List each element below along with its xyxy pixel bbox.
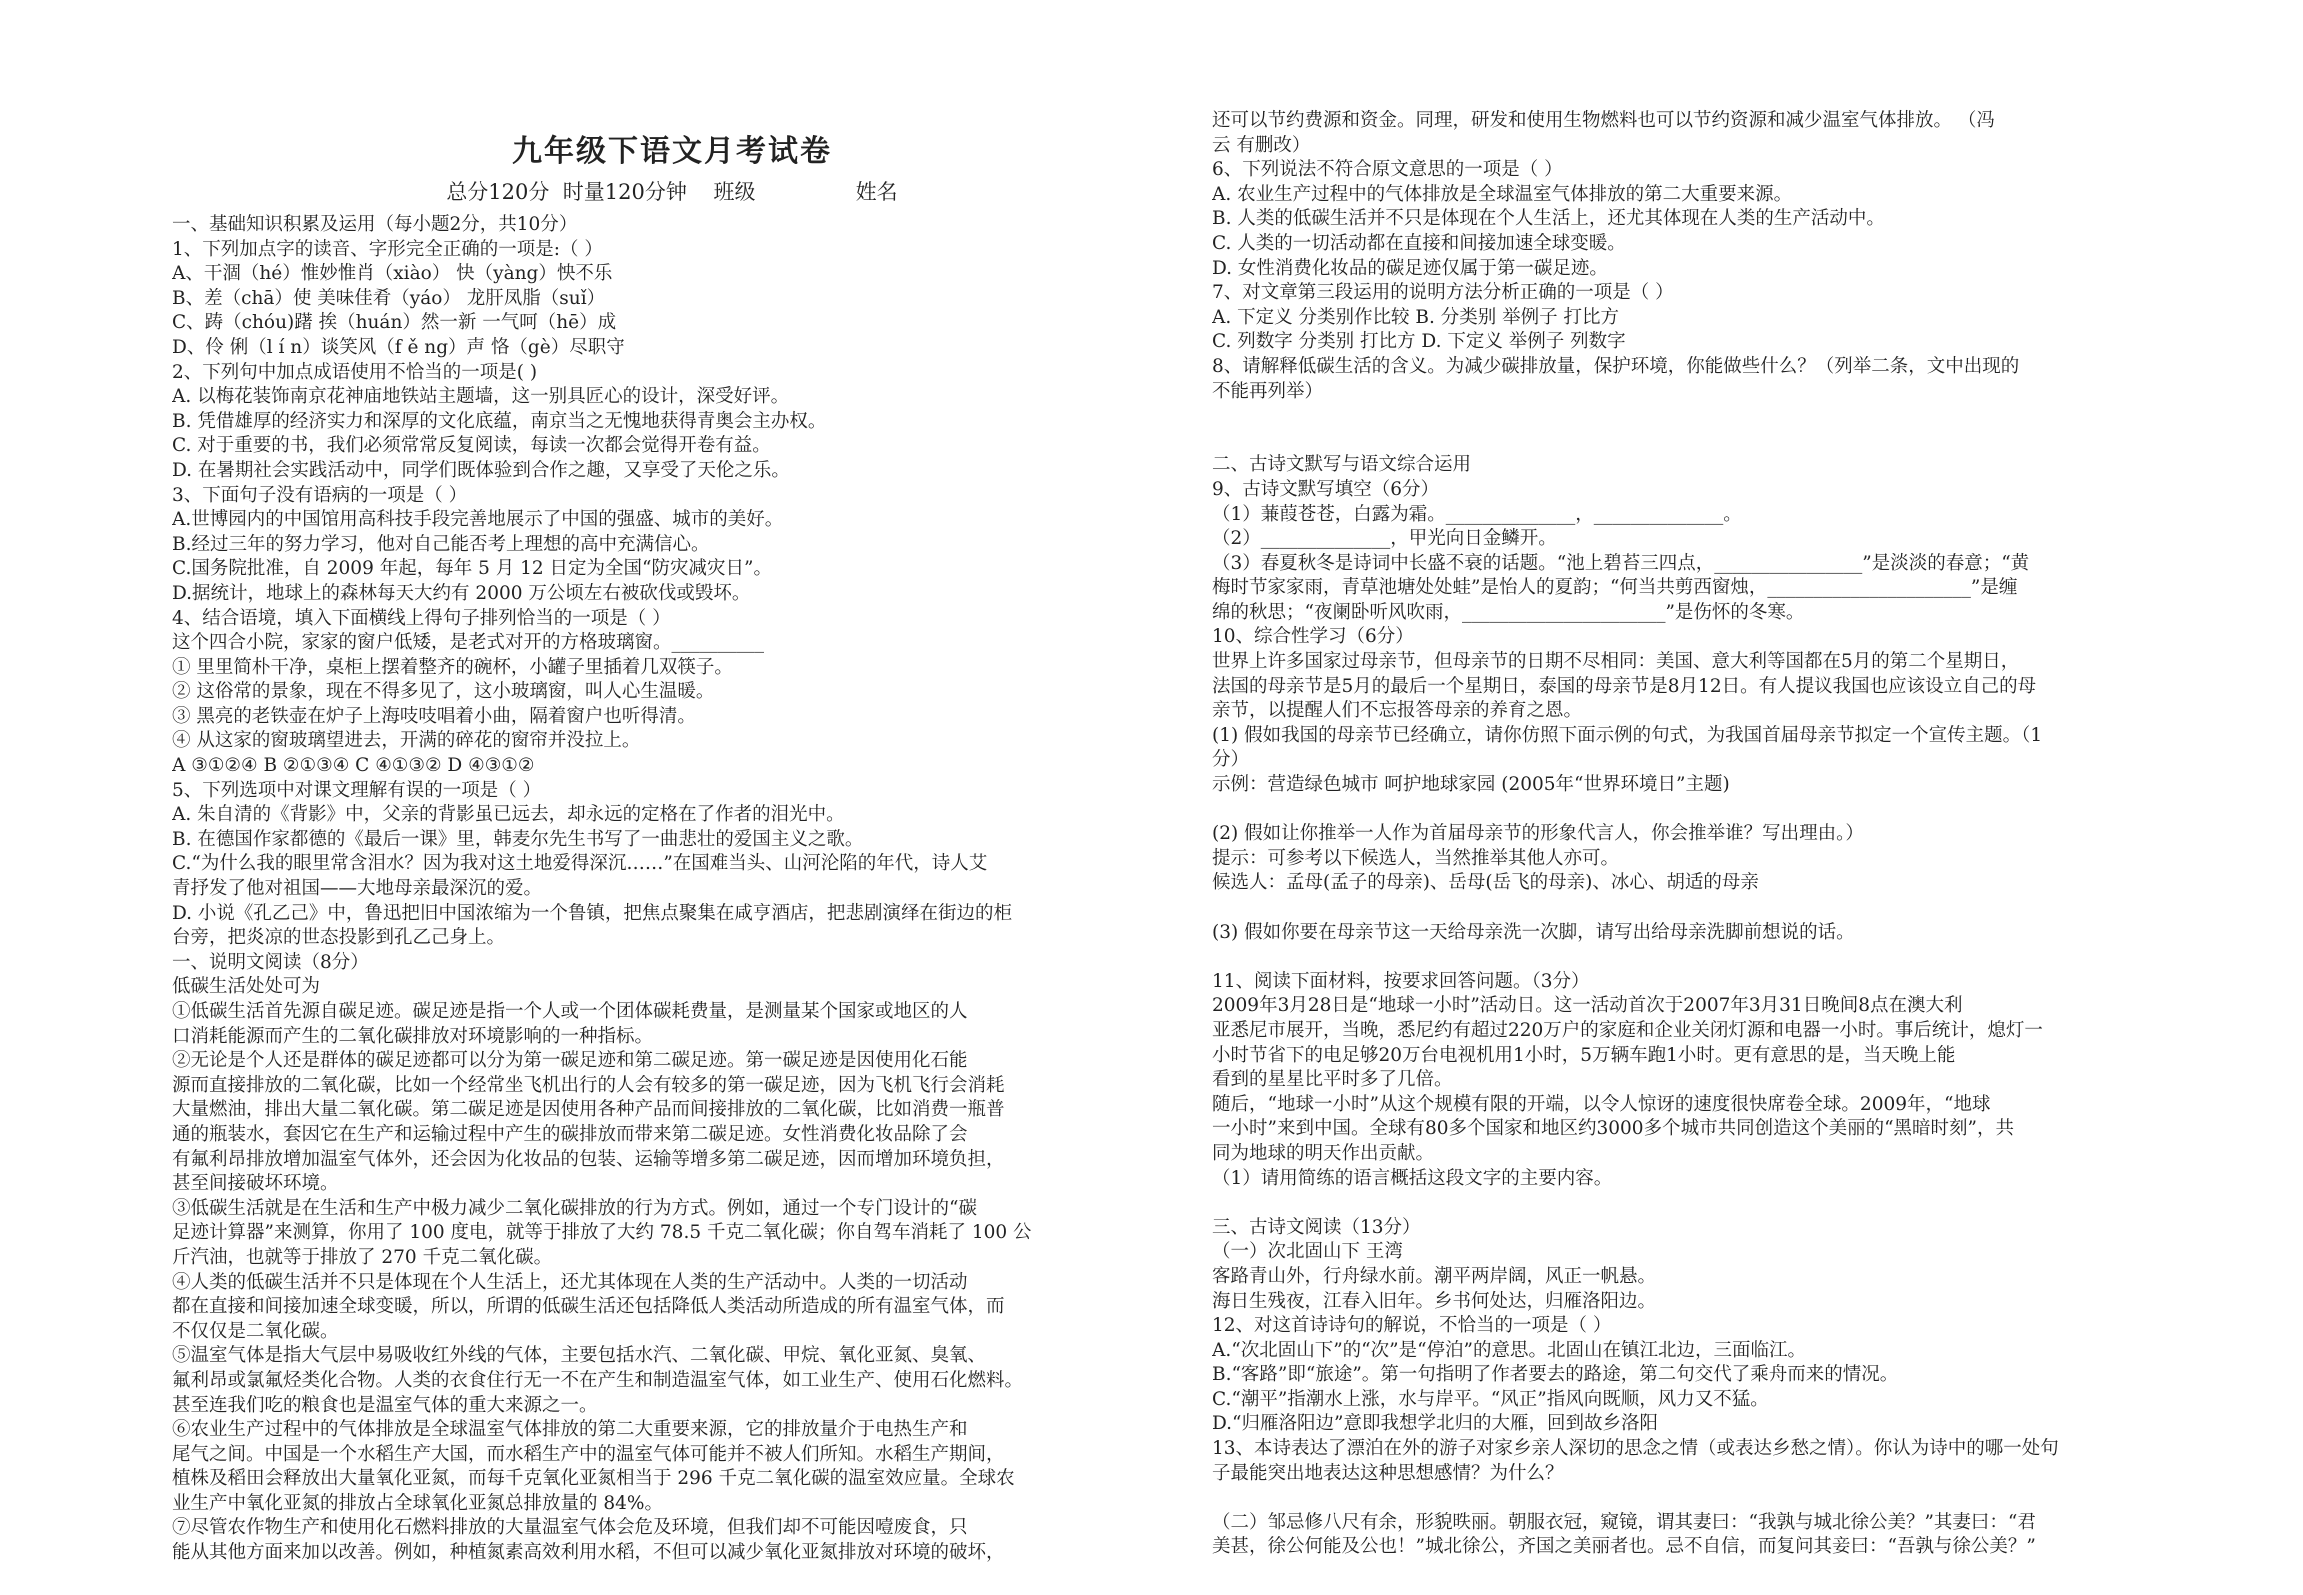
text-line: （一）次北固山下 王湾: [1212, 1241, 1403, 1263]
text-line: 大量燃油，排出大量二氧化碳。第二碳足迹是因使用各种产品而间接排放的二氧化碳，比如消费一瓶普: [172, 1099, 1005, 1121]
text-line: [1212, 1191, 2212, 1216]
left-column: [172, 213, 1172, 1566]
text-line: D. 小说《孔乙己》中，鲁迅把旧中国浓缩为一个鲁镇，把焦点聚集在咸亨酒店，把悲剧演绎在街边的柜: [172, 902, 1012, 924]
text-line: 通的瓶装水，套因它在生产和运输过程中产生的碳排放而带来第二碳足迹。女性消费化妆品除了会: [172, 1123, 968, 1145]
text-line: C.“潮平”指潮水上涨，水与岸平。“风正”指风向既顺，风力又不猛。: [1212, 1388, 1769, 1410]
text-line: C. 对于重要的书，我们必须常常反复阅读，每读一次都会觉得开卷有益。: [172, 435, 771, 457]
text-line: 一小时”来到中国。全球有80多个国家和地区约3000多个城市共同创造这个美丽的“黑暗时刻”，共: [1212, 1118, 2014, 1140]
text-line: 亚悉尼市展开，当晚，悉尼约有超过220万户的家庭和企业关闭灯源和电器一小时。事后统计，熄灯一: [1212, 1019, 2043, 1041]
text-line: 甚至连我们吃的粮食也是温室气体的重大来源之一。: [172, 1394, 598, 1416]
text-line: ④人类的低碳生活并不只是体现在个人生活上，还尤其体现在人类的生产活动中。人类的一切活动: [172, 1271, 968, 1293]
text-line: 氟利昂或氯氟烃类化合物。人类的衣食住行无一不在产生和制造温室气体，如工业生产、使用石化燃料。: [172, 1369, 1024, 1391]
text-line: 2009年3月28日是“地球一小时”活动日。这一活动首次于2007年3月31日晚间8点在澳大利: [1212, 995, 1963, 1017]
text-line: B.经过三年的努力学习，他对自己能否考上理想的高中充满信心。: [172, 533, 710, 555]
text-line: A. 以梅花装饰南京花神庙地铁站主题墙，这一别具匠心的设计，深受好评。: [172, 386, 790, 408]
text-line: 有氟利昂排放增加温室气体外，还会因为化妆品的包装、运输等增多第二碳足迹，因而增加环境负担，: [172, 1148, 1005, 1170]
text-line: 8、请解释低碳生活的含义。为减少碳排放量，保护环境，你能做些什么？（列举二条，文中出现的: [1212, 355, 2020, 377]
text-line: （1）蒹葭苍苍，白露为霜。______________，______________。: [1212, 503, 1742, 525]
text-line: 亲节，以提醒人们不忘报答母亲的养育之恩。: [1212, 700, 1583, 722]
text-line: 子最能突出地表达这种思想感情？为什么？: [1212, 1462, 1564, 1484]
text-line: 10、综合性学习（6分）: [1212, 626, 1414, 648]
text-line: ⑤温室气体是指大气层中易吸收红外线的气体，主要包括水汽、二氧化碳、甲烷、氧化亚氮、臭氧、: [172, 1345, 987, 1367]
text-line: 3、下面句子没有语病的一项是（ ）: [172, 484, 468, 506]
text-line: 示例：营造绿色城市 呵护地球家园 (2005年“世界环境日”主题): [1212, 774, 1730, 796]
text-line: （二）邹忌修八尺有余，形貌昳丽。朝服衣冠，窥镜，谓其妻曰：“我孰与城北徐公美？”其妻曰：“君: [1212, 1511, 2036, 1533]
text-line: (2) 假如让你推举一人作为首届母亲节的形象代言人，你会推举谁？写出理由。）: [1212, 823, 1864, 845]
text-line: 二、古诗文默写与语文综合运用: [1212, 454, 1472, 476]
text-line: 口消耗能源而产生的二氧化碳排放对环境影响的一种指标。: [172, 1025, 654, 1047]
text-line: 梅时节家家雨，青草池塘处处蛙”是怡人的夏韵；“何当共剪西窗烛，______________________”是缠: [1212, 577, 2018, 599]
text-line: 海日生残夜，江春入旧年。乡书何处达，归雁洛阳边。: [1212, 1290, 1657, 1312]
text-line: ⑦尽管农作物生产和使用化石燃料排放的大量温室气体会危及环境，但我们却不可能因噎废食，只: [172, 1517, 968, 1539]
text-line: ② 这俗常的景象，现在不得多见了，这小玻璃窗，叫人心生温暖。: [172, 681, 715, 703]
text-line: 6、下列说法不符合原文意思的一项是（ ）: [1212, 159, 1563, 181]
text-line: C、踌（chóu)躇 挨（huán）然一新 一气呵（hē）成: [172, 312, 617, 334]
text-line: [1212, 798, 2212, 823]
text-line: C.“为什么我的眼里常含泪水？因为我对这土地爱得深沉……”在国难当头、山河沦陷的年代，诗人艾: [172, 853, 988, 875]
text-line: 业生产中氧化亚氮的排放占全球氧化亚氮总排放量的 84%。: [172, 1492, 664, 1514]
text-line: (3) 假如你要在母亲节这一天给母亲洗一次脚，请写出给母亲洗脚前想说的话。: [1212, 921, 1855, 943]
text-line: [1212, 429, 2212, 454]
text-line: 1、下列加点字的读音、字形完全正确的一项是:（ ）: [172, 238, 603, 260]
text-line: [1212, 945, 2212, 970]
text-line: 三、古诗文阅读（13分）: [1212, 1216, 1421, 1238]
text-line: A. 下定义 分类别作比较 B. 分类别 举例子 打比方: [1212, 306, 1620, 328]
text-line: 2、下列句中加点成语使用不恰当的一项是( ): [172, 361, 538, 383]
text-line: 9、古诗文默写填空（6分）: [1212, 478, 1440, 500]
text-line: D. 女性消费化妆品的碳足迹仅属于第一碳足迹。: [1212, 257, 1608, 279]
text-line: (1) 假如我国的母亲节已经确立，请你仿照下面示例的句式，为我国首届母亲节拟定一个宣传主题。（1: [1212, 724, 2043, 746]
text-line: 一、基础知识积累及运用（每小题2分，共10分）: [172, 214, 578, 235]
text-line: ① 里里简朴干净，桌柜上摆着整齐的碗杯，小罐子里插着几双筷子。: [172, 656, 733, 678]
text-line: [1212, 404, 2212, 429]
text-line: 7、对文章第三段运用的说明方法分析正确的一项是（ ）: [1212, 282, 1674, 304]
text-line: A. 朱自清的《背影》中，父亲的背影虽已远去，却永远的定格在了作者的泪光中。: [172, 804, 845, 826]
text-line: B. 凭借雄厚的经济实力和深厚的文化底蕴，南京当之无愧地获得青奥会主办权。: [172, 410, 827, 432]
text-line: 提示：可参考以下候选人，当然推举其他人亦可。: [1212, 847, 1620, 869]
text-line: 源而直接排放的二氧化碳，比如一个经常坐飞机出行的人会有较多的第一碳足迹，因为飞机飞行会消耗: [172, 1074, 1005, 1096]
text-line: ④ 从这家的窗玻璃望进去，开满的碎花的窗帘并没拉上。: [172, 730, 641, 752]
text-line: A.“次北固山下”的“次”是“停泊”的意思。北固山在镇江北边，三面临江。: [1212, 1339, 1806, 1361]
text-line: B. 在德国作家都德的《最后一课》里，韩麦尔先生书写了一曲悲壮的爱国主义之歌。: [172, 828, 864, 850]
page-subtitle: 总分120分 时量120分钟 班级 姓名: [446, 180, 898, 204]
text-line: A. 农业生产过程中的气体排放是全球温室气体排放的第二大重要来源。: [1212, 183, 1793, 205]
text-line: 台旁，把炎凉的世态投影到孔乙己身上。: [172, 927, 506, 949]
text-line: D、伶 俐（l í n）谈笑风（f ě ng）声 恪（gè）尽职守: [172, 336, 625, 358]
text-line: ①低碳生活首先源自碳足迹。碳足迹是指一个人或一个团体碳耗费量，是测量某个国家或地区的人: [172, 1001, 968, 1022]
text-line: D.“归雁洛阳边”意即我想学北归的大雁，回到故乡洛阳: [1212, 1413, 1658, 1435]
text-line: ③低碳生活就是在生活和生产中极力减少二氧化碳排放的行为方式。例如，通过一个专门设计的“碳: [172, 1197, 977, 1219]
text-line: 青抒发了他对祖国——大地母亲最深沉的爱。: [172, 878, 543, 900]
text-line: A.世博园内的中国馆用高科技手段完善地展示了中国的强盛、城市的美好。: [172, 509, 784, 531]
text-line: C. 列数字 分类别 打比方 D. 下定义 举例子 列数字: [1212, 331, 1626, 353]
text-line: 候选人：孟母(孟子的母亲)、岳母(岳飞的母亲)、冰心、胡适的母亲: [1212, 872, 1759, 894]
text-line: 低碳生活处处可为: [172, 976, 321, 998]
text-line: A、干涸（hé）惟妙惟肖（xiào） 快（yàng）怏不乐: [172, 263, 613, 285]
text-line: 斤汽油，也就等于排放了 270 千克二氧化碳。: [172, 1246, 553, 1268]
text-line: 看到的星星比平时多了几倍。: [1212, 1069, 1453, 1091]
text-line: D. 在暑期社会实践活动中，同学们既体验到合作之趣，又享受了天伦之乐。: [172, 459, 790, 481]
text-line: 4、结合语境，填入下面横线上得句子排列恰当的一项是（ ）: [172, 607, 671, 629]
text-line: 美甚，徐公何能及公也！”城北徐公，齐国之美丽者也。忌不自信，而复问其妾曰：“吾孰与徐公美？”: [1212, 1536, 2036, 1558]
text-line: 足迹计算器”来测算，你用了 100 度电，就等于排放了大约 78.5 千克二氧化碳；你自驾车消耗了 100 公: [172, 1222, 1032, 1244]
text-line: D.据统计，地球上的森林每天大约有 2000 万公顷左右被砍伐或毁坏。: [172, 582, 751, 604]
text-line: 客路青山外，行舟绿水前。潮平两岸阔，风正一帆悬。: [1212, 1265, 1657, 1287]
text-line: 这个四合小院，家家的窗户低矮，是老式对开的方格玻璃窗。__________: [172, 632, 765, 654]
text-line: 11、阅读下面材料，按要求回答问题。（3分）: [1212, 970, 1590, 992]
page-title: 九年级下语文月考试卷: [512, 134, 832, 169]
text-line: 小时节省下的电足够20万台电视机用1小时，5万辆车跑1小时。更有意思的是，当天晚上能: [1212, 1044, 1956, 1066]
text-line: 尾气之间。中国是一个水稻生产大国，而水稻生产中的温室气体可能并不被人们所知。水稻生产期间，: [172, 1443, 1005, 1465]
text-line: 不能再列举）: [1212, 380, 1324, 402]
text-line: 云 有删改）: [1212, 134, 1311, 156]
text-line: 能从其他方面来加以改善。例如，种植氮素高效利用水稻，不但可以减少氧化亚氮排放对环境的破坏，: [172, 1542, 1005, 1564]
text-line: 一、说明文阅读（8分）: [172, 951, 369, 973]
text-line: B. 人类的低碳生活并不只是体现在个人生活上，还尤其体现在人类的生产活动中。: [1212, 208, 1885, 230]
text-line: 法国的母亲节是5月的最后一个星期日，泰国的母亲节是8月12日。有人提议我国也应该设立自己的母: [1212, 675, 2037, 697]
text-line: B、差（chā）使 美味佳肴（yáo） 龙肝凤脂（suǐ）: [172, 287, 606, 309]
text-line: 绵的秋思；“夜阑卧听风吹雨，______________________”是伤怀的冬寒。: [1212, 601, 1805, 623]
text-line: 12、对这首诗诗句的解说，不恰当的一项是（ ）: [1212, 1315, 1612, 1337]
text-line: [1212, 896, 2212, 921]
text-line: 同为地球的明天作出贡献。: [1212, 1142, 1435, 1164]
text-line: 都在直接和间接加速全球变暖，所以，所谓的低碳生活还包括降低人类活动所造成的所有温室气体，而: [172, 1296, 1005, 1318]
text-line: C. 人类的一切活动都在直接和间接加速全球变暖。: [1212, 232, 1626, 254]
text-line: 5、下列选项中对课文理解有误的一项是（ ）: [172, 779, 542, 801]
text-line: 还可以节约费源和资金。同理，研发和使用生物燃料也可以节约资源和减少温室气体排放。 （冯: [1212, 110, 1995, 131]
text-line: 13、本诗表达了漂泊在外的游子对家乡亲人深切的思念之情（或表达乡愁之情）。你认为诗中的哪一处句: [1212, 1438, 2059, 1460]
text-line: 世界上许多国家过母亲节，但母亲节的日期不尽相同：美国、意大利等国都在5月的第二个星期日，: [1212, 651, 2020, 673]
text-line: ③ 黑亮的老铁壶在炉子上海吱吱唱着小曲，隔着窗户也听得清。: [172, 705, 696, 727]
text-line: C.国务院批准，自 2009 年起，每年 5 月 12 日定为全国“防灾减灾日”。: [172, 558, 772, 580]
text-line: 不仅仅是二氧化碳。: [172, 1320, 339, 1342]
text-line: ⑥农业生产过程中的气体排放是全球温室气体排放的第二大重要来源，它的排放量介于电热生产和: [172, 1419, 968, 1441]
text-line: 植株及稻田会释放出大量氧化亚氮，而每千克氧化亚氮相当于 296 千克二氧化碳的温室效应量。全球农: [172, 1468, 1015, 1490]
text-line: [1212, 1486, 2212, 1511]
text-line: （3）春夏秋冬是诗词中长盛不衰的话题。“池上碧苔三四点，________________”是淡淡的春意；“黄: [1212, 552, 2030, 574]
text-line: （1）请用简练的语言概括这段文字的主要内容。: [1212, 1167, 1613, 1189]
text-line: A ③①②④ B ②①③④ C ④①③② D ④③①②: [172, 755, 535, 777]
text-line: 随后，“地球一小时”从这个规模有限的开端，以令人惊讶的速度很快席卷全球。2009年，“地球: [1212, 1093, 1991, 1115]
text-line: B.“客路”即“旅途”。第一句指明了作者要去的路途，第二句交代了乘舟而来的情况。: [1212, 1364, 1899, 1386]
right-column: [1212, 109, 2212, 1560]
text-line: 甚至间接破坏环境。: [172, 1173, 339, 1195]
text-line: （2）______________，甲光向日金鳞开。: [1212, 528, 1557, 550]
text-line: ②无论是个人还是群体的碳足迹都可以分为第一碳足迹和第二碳足迹。第一碳足迹是因使用化石能: [172, 1050, 968, 1072]
text-line: 分）: [1212, 749, 1250, 771]
